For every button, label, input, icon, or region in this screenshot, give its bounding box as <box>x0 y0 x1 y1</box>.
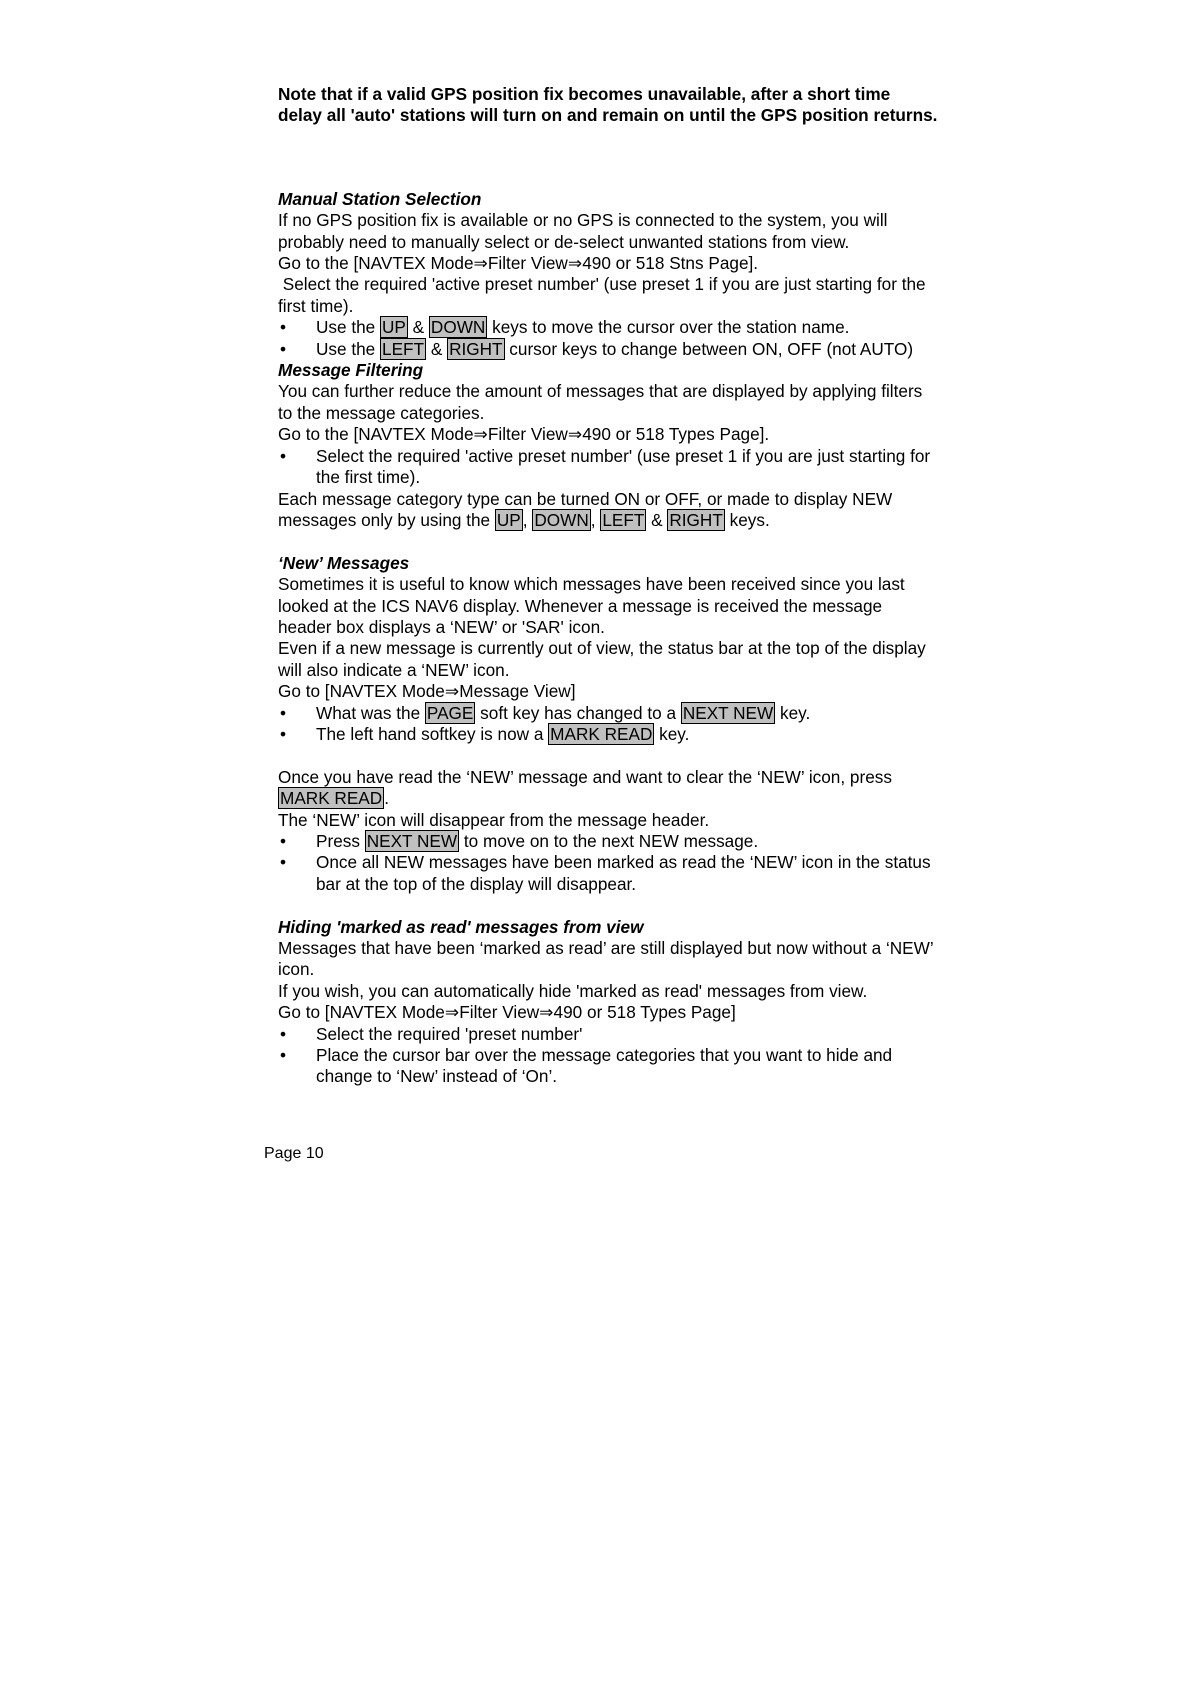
list-item: • Once all NEW messages have been marked as read the ‘NEW’ icon in the status bar at the top of the display will disappear. <box>278 852 938 895</box>
navigation-path: Go to the [NAVTEX Mode⇒Filter View⇒490 or 518 Stns Page]. <box>278 253 759 274</box>
paragraph: Sometimes it is useful to know which messages have been received since you last looked at the ICS NAV6 display. Whenever a message is received the message header box displays a ‘NEW’ or 'SAR' icon. <box>278 574 905 637</box>
section-heading: Hiding 'marked as read' messages from view <box>278 916 644 937</box>
spacer <box>278 745 938 766</box>
bullet-list <box>278 1024 938 1088</box>
next-new-key: NEXT NEW <box>682 702 774 723</box>
mark-read-key: MARK READ <box>280 788 383 809</box>
paragraph: Messages that have been ‘marked as read’ are still displayed but now without a ‘NEW’ icon. <box>278 937 934 980</box>
down-key: DOWN <box>430 317 486 338</box>
down-key: DOWN <box>534 509 589 530</box>
paragraph: You can further reduce the amount of messages that are displayed by applying filters to the message categories. <box>278 381 923 423</box>
navigation-path: Go to [NAVTEX Mode⇒Filter View⇒490 or 518 Types Page] <box>278 1002 736 1023</box>
bullet-list <box>278 831 938 895</box>
paragraph: Each message category type can be turned ON or OFF, or made to display NEW messages only by using the UP , DOWN , LEFT & RIGHT keys. <box>278 488 898 530</box>
next-new-key: NEXT NEW <box>366 830 458 851</box>
paragraph: Once you have read the ‘NEW’ message and want to clear the ‘NEW’ icon, press MARK READ . <box>278 766 897 809</box>
list-item: • What was the PAGE soft key has changed to a NEXT NEW key. <box>278 703 938 724</box>
paragraph: If you wish, you can automatically hide 'marked as read' messages from view. <box>278 980 868 1001</box>
page-key: PAGE <box>426 702 474 723</box>
paragraph: If no GPS position fix is available or no GPS is connected to the system, you will probably need to manually select or de-select unwanted stations from view. <box>278 210 888 252</box>
spacer <box>278 531 938 552</box>
up-key: UP <box>382 317 406 338</box>
list-item: • Press NEXT NEW to move on to the next NEW message. <box>278 831 938 852</box>
mark-read-key: MARK READ <box>550 723 653 744</box>
document-body <box>278 84 938 1088</box>
gps-note: Note that if a valid GPS position fix becomes unavailable, after a short time delay all 'auto' stations will turn on and remain on until the GPS position returns. <box>278 84 938 126</box>
list-item: • Select the required 'preset number' <box>278 1024 938 1045</box>
paragraph: Even if a new message is currently out of view, the status bar at the top of the display will also indicate a ‘NEW’ icon. <box>278 638 926 680</box>
list-item: • Use the LEFT & RIGHT cursor keys to change between ON, OFF (not AUTO) <box>278 339 938 360</box>
list-item: • The left hand softkey is now a MARK READ key. <box>278 724 938 745</box>
list-item: • Select the required 'active preset number' (use preset 1 if you are just starting for the first time). <box>278 446 938 489</box>
section-heading: Manual Station Selection <box>278 188 482 209</box>
spacer <box>278 895 938 916</box>
bullet-list <box>278 703 938 746</box>
paragraph: The ‘NEW’ icon will disappear from the message header. <box>278 809 710 830</box>
bullet-list <box>278 317 938 360</box>
hiding-marked-read-section <box>278 917 938 1088</box>
right-key: RIGHT <box>669 509 723 530</box>
message-filtering-section <box>278 360 938 531</box>
list-item: • Place the cursor bar over the message categories that you want to hide and change to ‘New’ instead of ‘On’. <box>278 1045 938 1088</box>
up-key: UP <box>496 509 521 530</box>
left-key: LEFT <box>382 338 425 359</box>
right-key: RIGHT <box>449 338 503 359</box>
left-key: LEFT <box>602 509 645 530</box>
new-messages-section <box>278 553 938 895</box>
section-heading: Message Filtering <box>278 360 424 381</box>
navigation-path: Go to the [NAVTEX Mode⇒Filter View⇒490 or 518 Types Page]. <box>278 424 770 445</box>
bullet-list <box>278 446 938 489</box>
paragraph: Select the required 'active preset number' (use preset 1 if you are just starting for the first time). <box>278 274 931 316</box>
section-heading: ‘New’ Messages <box>278 552 410 573</box>
list-item: • Use the UP & DOWN keys to move the cursor over the station name. <box>278 317 938 338</box>
navigation-path: Go to [NAVTEX Mode⇒Message View] <box>278 681 576 702</box>
page-number: Page 10 <box>264 1145 324 1162</box>
manual-station-selection-section <box>278 189 938 360</box>
